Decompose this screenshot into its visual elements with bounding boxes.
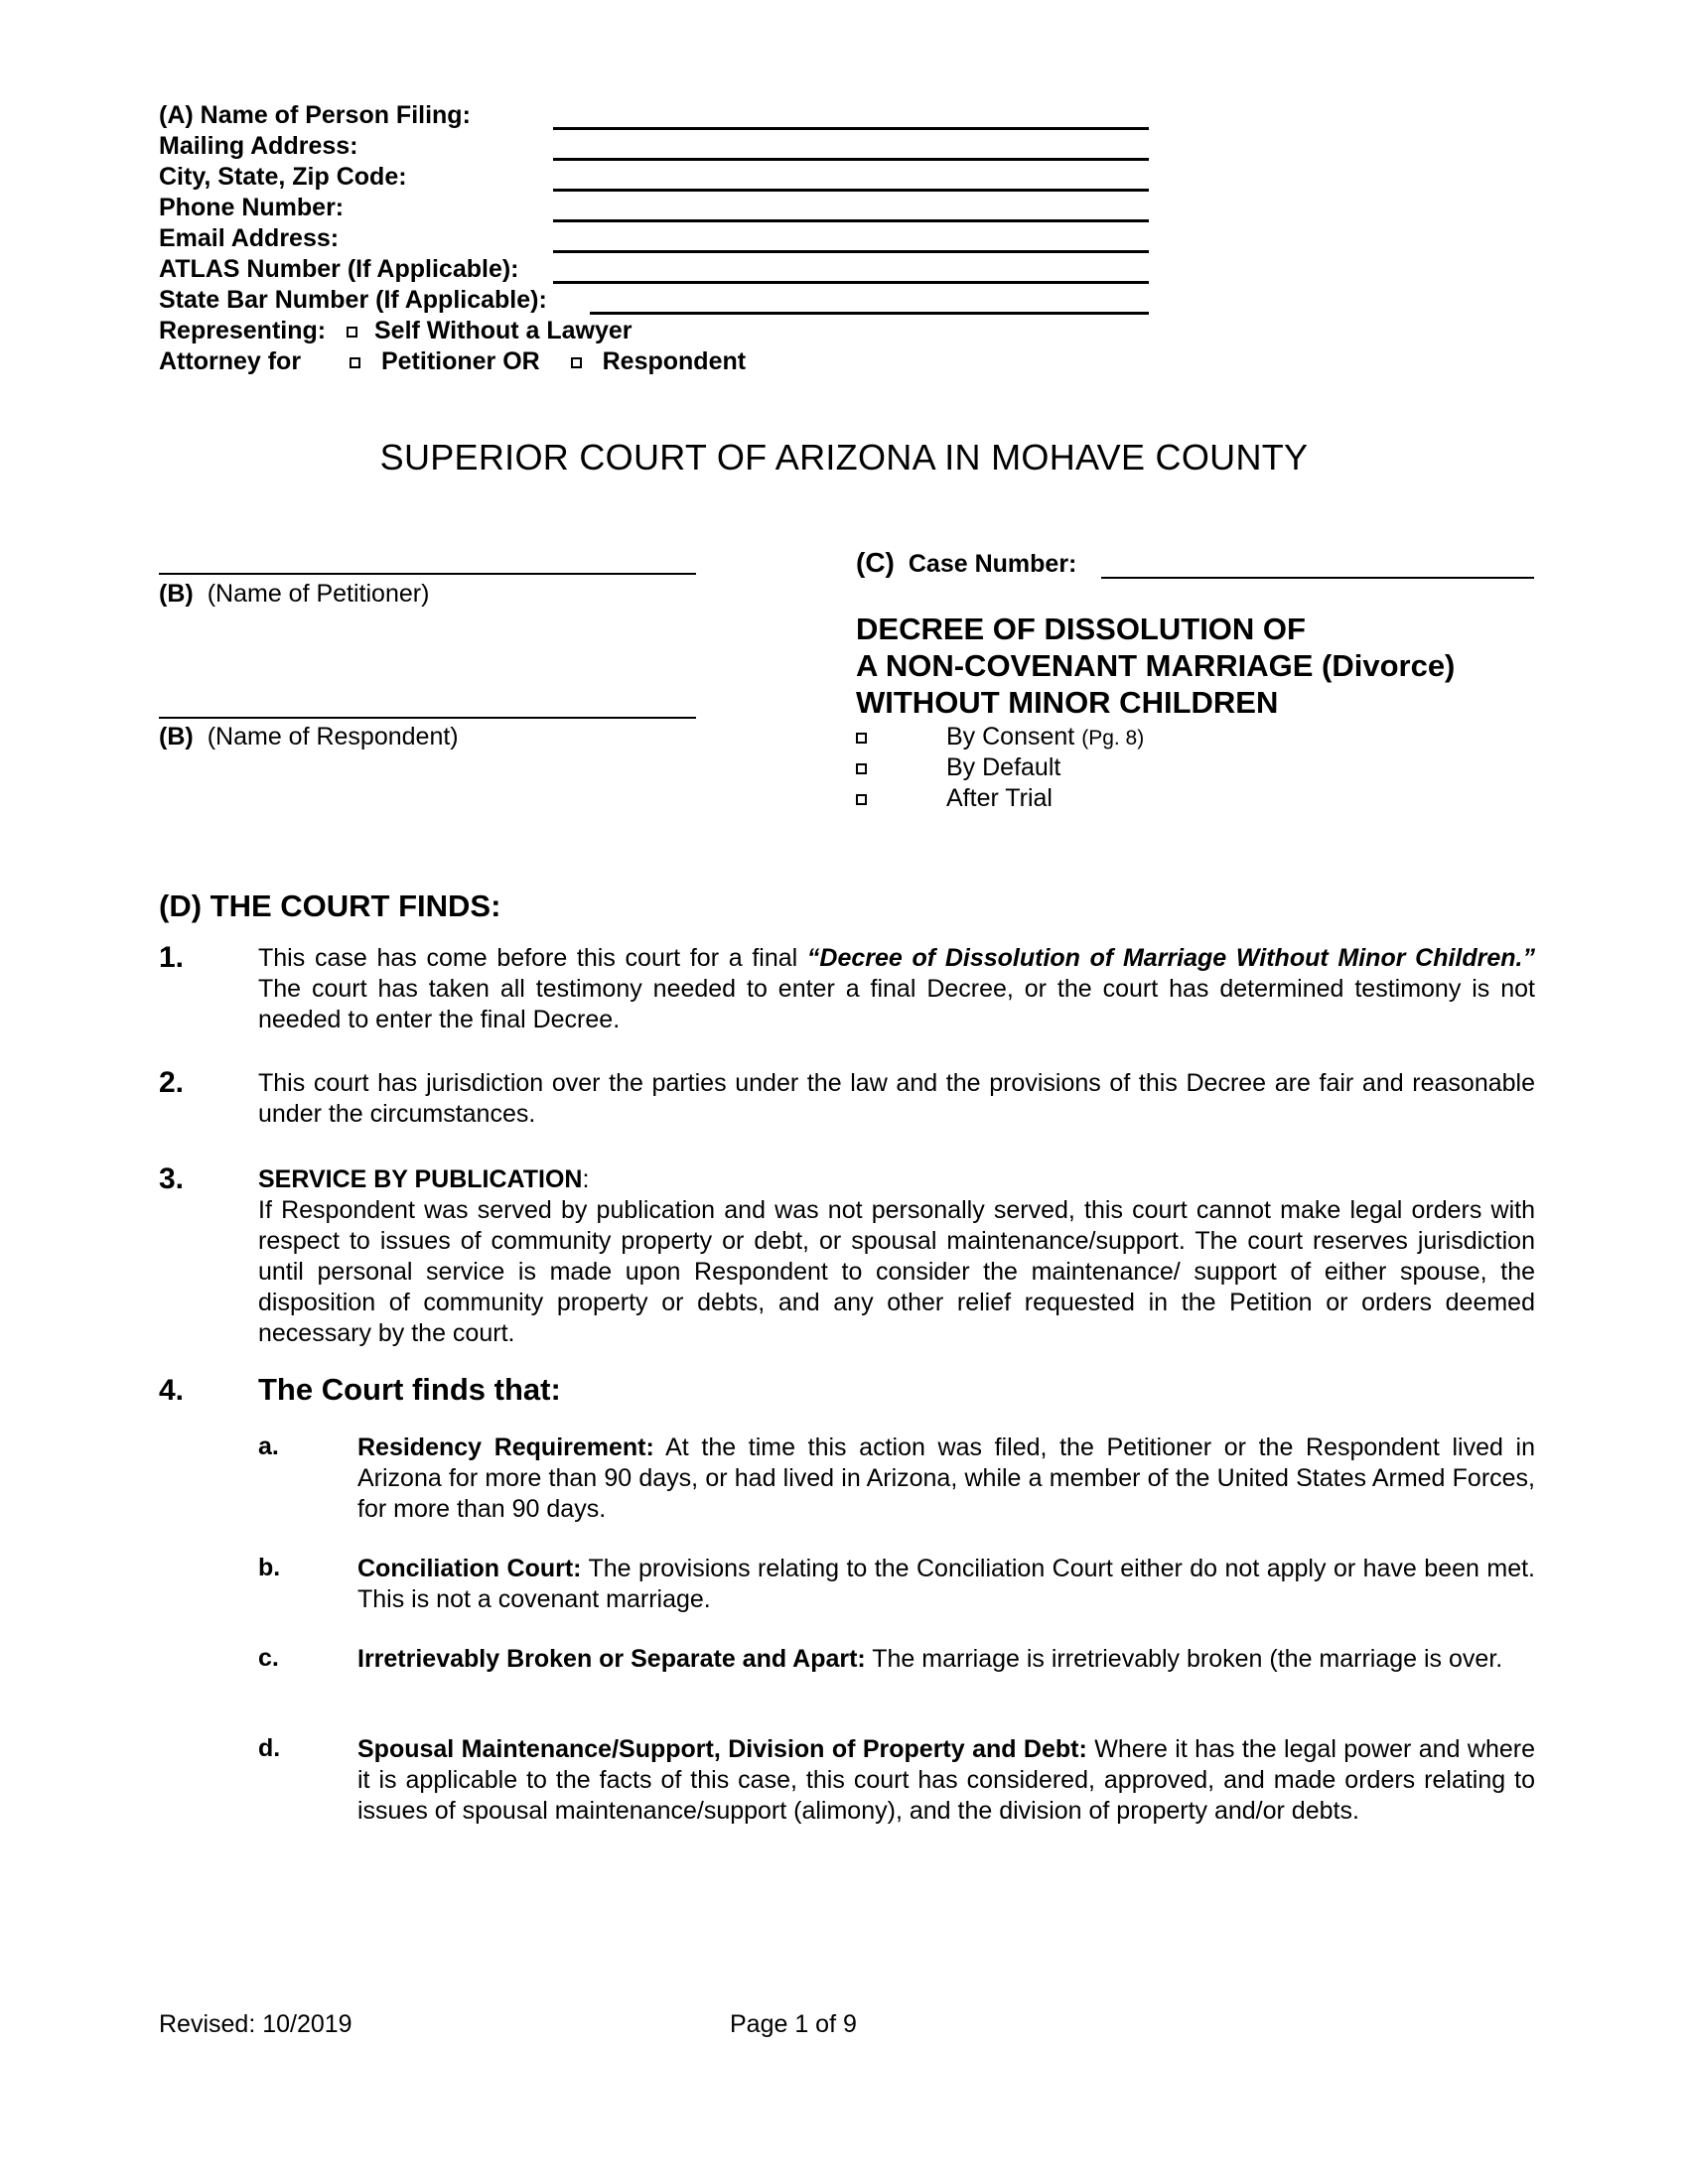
court-finds-that-heading: The Court finds that: (258, 1372, 561, 1407)
decree-option-default (856, 752, 1060, 782)
petitioner-checkbox[interactable] (350, 357, 360, 368)
residency-requirement-text: Residency Requirement: At the time this action was filed, the Petitioner or the Respondent lived in Arizona for more than 90 days, or had lived in Arizona, while a member of the United States Armed Forces, for more than 90 days. (357, 1433, 1535, 1523)
case-number-label: Case Number: (908, 550, 1077, 578)
option-label: By Default (946, 753, 1061, 781)
default-checkbox[interactable] (856, 763, 867, 774)
respondent-name-field[interactable] (159, 717, 696, 719)
finding-1-text: This case has come before this court for a final “Decree of Dissolution of Marriage Without Minor Children.” The court has taken all testimony needed to enter a final Decree, or the court has determined testimony is not needed to enter the final Decree. (258, 944, 1535, 1033)
case-tag: (C) (856, 547, 895, 578)
finding-number: 3. (159, 1162, 185, 1195)
consent-checkbox[interactable] (856, 733, 867, 744)
respondent-label-row (159, 723, 459, 751)
finding-3-text: If Respondent was served by publication and was not personally served, this court cannot make legal orders with respect to issues of community property or debt, or spousal maintenance/support. The court reserves jurisdiction until personal service is made upon Respondent to consider the maintenance/ support of either spouse, the disposition of community property or debts, and any other relief requested in the Petition or orders deemed necessary by the court. (258, 1196, 1535, 1347)
finding-number: 2. (159, 1066, 185, 1099)
subitem-letter: a. (258, 1433, 279, 1460)
self-checkbox[interactable] (347, 327, 357, 338)
representing-row (159, 316, 633, 345)
respondent-tag: (B) (159, 723, 194, 751)
option-note: (Pg. 8) (1081, 727, 1145, 750)
state-bar-number-field[interactable] (590, 312, 1149, 315)
respondent-label: (Name of Respondent) (207, 723, 459, 751)
subitem-letter: b. (258, 1554, 281, 1581)
finding-2-text: This court has jurisdiction over the parties under the law and the provisions of this Decree are fair and reasonable under the circumstances. (258, 1069, 1535, 1128)
petitioner-option-label: Petitioner OR (380, 347, 540, 375)
atlas-number-label: ATLAS Number (If Applicable): (159, 255, 519, 283)
decree-title-line: WITHOUT MINOR CHILDREN (856, 685, 1279, 720)
decree-name-emphasis: “Decree of Dissolution of Marriage Without Minor Children.” (806, 944, 1535, 972)
name-of-person-filing-label: (A) Name of Person Filing: (159, 101, 471, 129)
phone-number-field[interactable] (553, 219, 1149, 222)
petitioner-name-field[interactable] (159, 573, 696, 575)
mailing-address-field[interactable] (553, 158, 1149, 161)
spousal-maintenance-text: Spousal Maintenance/Support, Division of Property and Debt: Where it has the legal power and where it is applicable to the facts of this case, this court has considered, approved, and made orders relating to issues of spousal maintenance/support (alimony), and the division of property and/or debts. (357, 1735, 1535, 1825)
petitioner-tag: (B) (159, 580, 194, 608)
atlas-number-field[interactable] (553, 281, 1149, 284)
subitem-letter: d. (258, 1734, 281, 1762)
state-bar-number-label: State Bar Number (If Applicable): (159, 286, 547, 314)
decree-title-line: A NON-COVENANT MARRIAGE (Divorce) (856, 648, 1456, 683)
option-label: After Trial (946, 784, 1053, 812)
decree-title (856, 611, 1455, 721)
court-finds-heading: (D) THE COURT FINDS: (159, 888, 501, 923)
email-address-field[interactable] (553, 250, 1149, 253)
conciliation-court-text: Conciliation Court: The provisions relating to the Conciliation Court either do not apply or have been met. This is not a covenant marriage. (357, 1555, 1535, 1613)
court-title: SUPERIOR COURT OF ARIZONA IN MOHAVE COUNTY (379, 437, 1309, 478)
revised-date: Revised: 10/2019 (159, 2010, 352, 2038)
petitioner-label-row (159, 580, 429, 609)
decree-title-line: DECREE OF DISSOLUTION OF (856, 612, 1306, 646)
phone-number-label: Phone Number: (159, 194, 345, 221)
petitioner-label: (Name of Petitioner) (207, 580, 430, 608)
option-label: By Consent (946, 723, 1075, 751)
finding-number: 4. (159, 1374, 185, 1407)
representing-label: Representing: (159, 317, 327, 344)
respondent-checkbox[interactable] (571, 357, 582, 368)
city-state-zip-field[interactable] (553, 189, 1149, 192)
attorney-for-row (159, 346, 746, 376)
page-number: Page 1 of 9 (730, 2010, 857, 2038)
decree-option-trial (856, 783, 1053, 813)
email-address-label: Email Address: (159, 224, 340, 252)
irretrievably-broken-text: Irretrievably Broken or Separate and Apart: The marriage is irretrievably broken (the marriage is over. (357, 1645, 1503, 1673)
trial-checkbox[interactable] (856, 794, 867, 805)
service-by-publication-heading: SERVICE BY PUBLICATION: (258, 1165, 590, 1193)
case-number-field[interactable] (1101, 577, 1534, 579)
finding-number: 1. (159, 941, 185, 974)
attorney-for-label: Attorney for (159, 347, 302, 375)
mailing-address-label: Mailing Address: (159, 132, 358, 160)
name-of-person-filing-field[interactable] (553, 127, 1149, 130)
decree-option-consent (856, 722, 1144, 753)
respondent-option-label: Respondent (602, 347, 747, 375)
subitem-letter: c. (258, 1644, 279, 1672)
city-state-zip-label: City, State, Zip Code: (159, 163, 407, 191)
self-option-label: Self Without a Lawyer (374, 317, 633, 344)
case-number-row (856, 547, 1076, 579)
